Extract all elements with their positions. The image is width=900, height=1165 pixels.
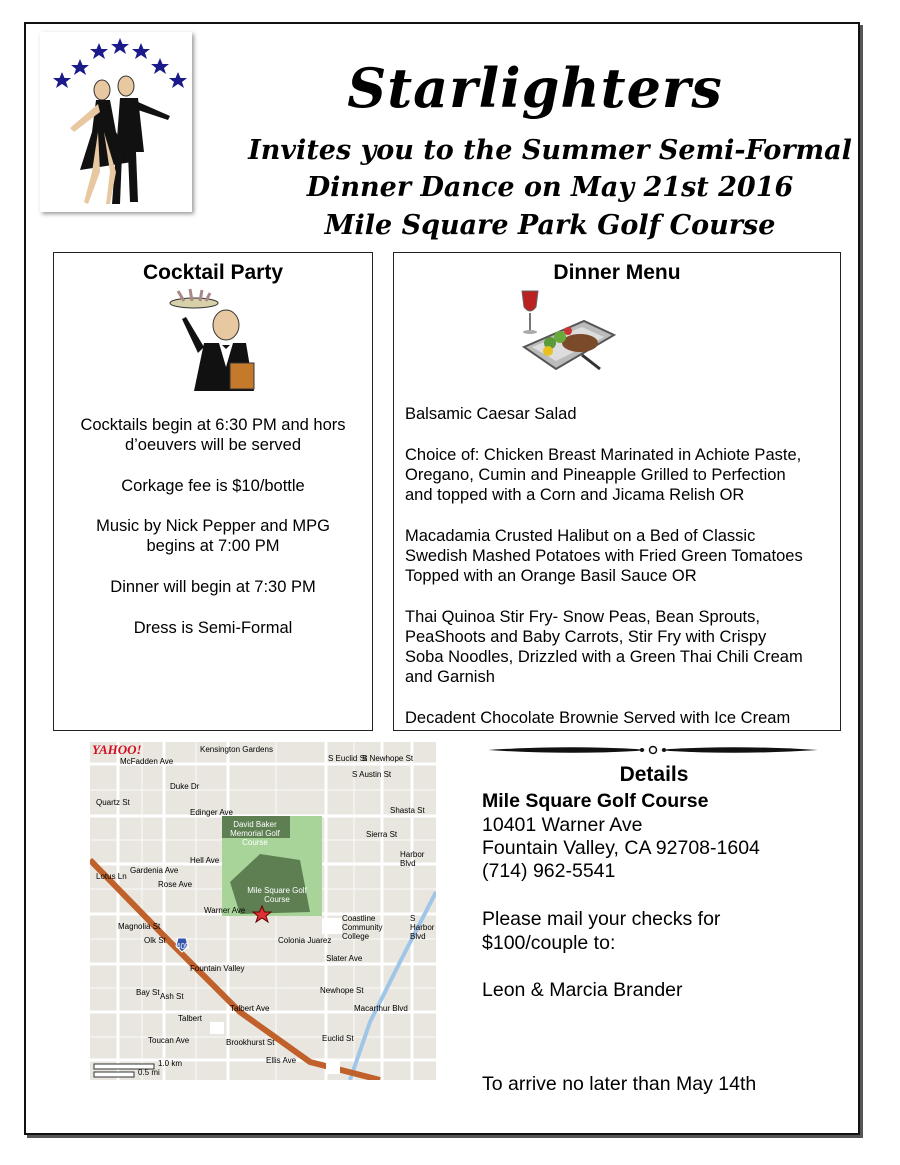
details-deadline: To arrive no later than May 14th <box>482 1073 757 1095</box>
venue-line: Mile Square Park Golf Course <box>324 210 776 241</box>
map-label: Bay St <box>136 988 160 997</box>
map-label: S Harbor Blvd <box>410 914 435 941</box>
map-roads <box>90 742 436 1080</box>
menu-line: Macadamia Crusted Halibut on a Bed of Classic <box>405 527 756 545</box>
menu-line: Balsamic Caesar Salad <box>405 405 577 423</box>
menu-line: Topped with an Orange Basil Sauce OR <box>405 567 697 585</box>
menu-line: Thai Quinoa Stir Fry- Snow Peas, Bean Sprouts, <box>405 608 760 626</box>
details-mail-line: $100/couple to: <box>482 932 616 954</box>
details-names: Leon & Marcia Brander <box>482 979 683 1001</box>
map-label: Magnolia St <box>118 922 161 931</box>
cocktail-line: Cocktails begin at 6:30 PM and hors <box>80 416 346 434</box>
cocktail-line: Corkage fee is $10/bottle <box>121 477 305 495</box>
cocktail-line: Music by Nick Pepper and MPG <box>96 517 330 535</box>
map-label: 0.5 mi <box>138 1068 160 1077</box>
map-label: Brookhurst St <box>226 1038 275 1047</box>
map-label: S Austin St <box>352 770 392 779</box>
map-label: Shasta St <box>390 806 425 815</box>
map-label: S Euclid St <box>328 754 368 763</box>
map-label: Harbor Blvd <box>400 850 425 868</box>
cocktail-line: d’oeuvers will be served <box>124 436 302 454</box>
map-label: Talbert Ave <box>230 1004 270 1013</box>
map-brand: YAHOO! <box>92 742 142 757</box>
cocktail-party-title: Cocktail Party <box>142 261 284 284</box>
dinner-menu-title: Dinner Menu <box>553 261 681 284</box>
map-label: Kensington Gardens <box>200 745 273 754</box>
map-label: 1.0 km <box>158 1059 183 1068</box>
details-venue: Mile Square Golf Course <box>482 790 709 812</box>
cocktail-line: begins at 7:00 PM <box>146 537 280 555</box>
map-label: Mile Square Golf Course <box>247 886 307 904</box>
details-address1: 10401 Warner Ave <box>482 814 643 836</box>
cocktail-line: Dress is Semi-Formal <box>133 619 293 637</box>
map-label: Sierra St <box>366 830 398 839</box>
map-label: McFadden Ave <box>120 757 174 766</box>
map-label: Colonia Juarez <box>278 936 332 945</box>
menu-line: and Garnish <box>405 668 495 686</box>
map-label: David Baker Memorial Golf Course <box>230 820 280 847</box>
menu-line: Swedish Mashed Potatoes with Fried Green Tomatoes <box>405 547 803 565</box>
details-title: Details <box>619 763 689 786</box>
map-label: Slater Ave <box>326 954 363 963</box>
details-address2: Fountain Valley, CA 92708-1604 <box>482 837 760 859</box>
map-label: Gardenia Ave <box>130 866 179 875</box>
map-label: Warner Ave <box>204 906 246 915</box>
map-label: Toucan Ave <box>148 1036 190 1045</box>
map-label: Coastline Community College <box>342 914 383 941</box>
menu-line: and topped with a Corn and Jicama Relish OR <box>405 486 745 504</box>
map-label: Ash St <box>160 992 184 1001</box>
menu-line: PeaShoots and Baby Carrots, Stir Fry with Crispy <box>405 628 767 646</box>
waiter-icon <box>164 287 264 391</box>
map-label: Talbert <box>178 1014 203 1023</box>
cocktail-party-box <box>53 252 373 731</box>
map-label: Euclid St <box>322 1034 354 1043</box>
map-label: Ellis Ave <box>266 1056 297 1065</box>
cocktail-line: Dinner will begin at 7:30 PM <box>110 578 316 596</box>
location-map[interactable] <box>90 742 436 1080</box>
menu-line: Oregano, Cumin and Pineapple Grilled to Perfection <box>405 466 786 484</box>
menu-line: Soba Noodles, Drizzled with a Green Thai Chili Cream <box>405 648 803 666</box>
map-label: Quartz St <box>96 798 130 807</box>
details-phone: (714) 962-5541 <box>482 860 616 882</box>
map-label: Fountain Valley <box>190 964 245 973</box>
menu-line: Choice of: Chicken Breast Marinated in Achiote Paste, <box>405 446 802 464</box>
event-date-line: Dinner Dance on May 21st 2016 <box>306 172 794 203</box>
map-label: Edinger Ave <box>190 808 233 817</box>
map-label: Macarthur Blvd <box>354 1004 408 1013</box>
map-label: Olk St <box>144 936 166 945</box>
details-mail-line: Please mail your checks for <box>482 908 721 930</box>
map-label: Lotus Ln <box>96 872 127 881</box>
dancers-icon <box>40 32 192 212</box>
dinner-menu-box <box>393 252 841 731</box>
page-title: Starlighters <box>347 56 723 120</box>
map-label: Hell Ave <box>190 856 220 865</box>
map-label: Rose Ave <box>158 880 193 889</box>
ornamental-divider <box>486 744 820 756</box>
dancers-logo <box>40 32 192 212</box>
map-label: 405 <box>176 942 190 951</box>
dinner-plate-icon <box>518 285 618 381</box>
menu-line: Decadent Chocolate Brownie Served with Ice Cream <box>405 709 791 727</box>
invite-line: Invites you to the Summer Semi-Formal <box>248 135 852 166</box>
map-label: S Newhope St <box>362 754 414 763</box>
map-label: Duke Dr <box>170 782 200 791</box>
map-label: Newhope St <box>320 986 364 995</box>
